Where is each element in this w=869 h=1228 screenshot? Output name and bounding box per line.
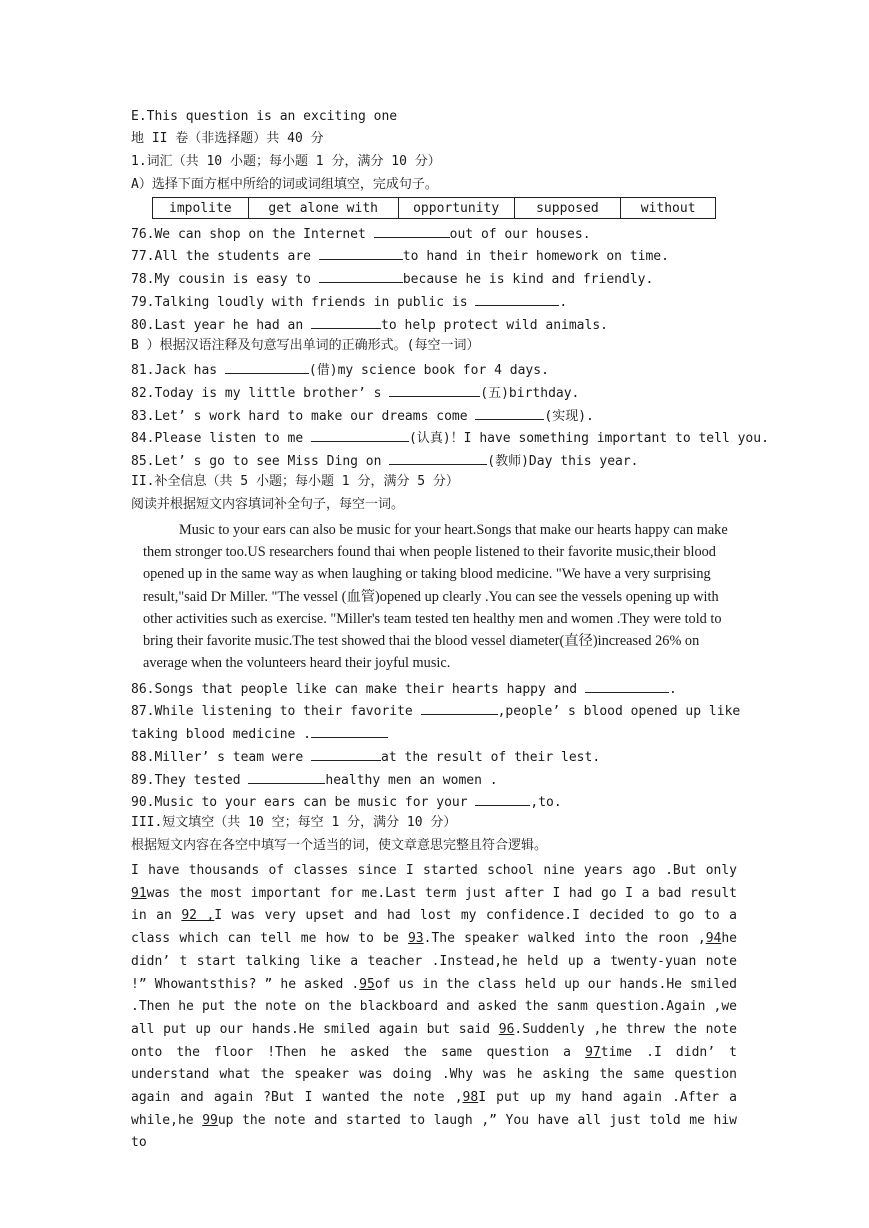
answer-blank-86[interactable] (585, 680, 669, 693)
question-87: 87.While listening to their favorite ,people’ s blood opened up like (131, 704, 741, 719)
answer-blank-89[interactable] (248, 771, 325, 784)
option-e: E.This question is an exciting one (131, 109, 398, 124)
answer-blank-90[interactable] (475, 793, 530, 806)
answer-blank-76[interactable] (374, 225, 450, 238)
question-86: 86.Songs that people like can make their hearts happy and . (131, 682, 677, 697)
reading-passage: Music to your ears can also be music for your heart.Songs that make our hearts happy can make them stronger too.US researchers found thai when people listened to their favorite music,their blood opened up in the same way as when laughing or taking blood medicine. "We have a very surprising result,"said Dr Miller. "The vessel (血管)opened up clearly .You can see the vessels opening up with other activities such as exercise. "Miller's team tested ten healthy men and women .They were told to bring their favorite music.The test showed thai the blood vessel diameter(直径)increased 26% on average when the volunteers heard their joyful music. (143, 522, 728, 672)
section1-title: 1.词汇（共 10 小题；每小题 1 分，满分 10 分） (131, 154, 441, 169)
sectionA-instruction: A）选择下面方框中所给的词或词组填空，完成句子。 (131, 177, 438, 192)
section2-instruction: 阅读并根据短文内容填词补全句子，每空一词。 (131, 497, 405, 512)
answer-blank-77[interactable] (319, 247, 403, 260)
answer-blank-84[interactable] (311, 429, 409, 442)
word-box-item: get alone with (248, 198, 398, 219)
question-79: 79.Talking loudly with friends in public is . (131, 295, 568, 310)
question-88: 88.Miller’ s team were at the result of their lest. (131, 750, 601, 765)
question-85: 85.Let’ s go to see Miss Ding on (教师)Day this year. (131, 454, 639, 469)
cloze-passage: I have thousands of classes since I started school nine years ago .But only 91was the most important for me.Last term just after I had go I a bad result in an 92 ,I was very upset and had lost my confidence.I decided to go to a class which can tell me how to be 93.The speaker walked into the roon ,94he didn’ t start talking like a teacher .Instead,he held up a twenty-yuan note !” Whowantsthis? ” he asked .95of us in the class held up our hands.He smiled .Then he put the note on the blackboard and asked the sanm question.Again ,we all put up our hands.He smiled again but said 96.Suddenly ,he threw the note onto the floor !Then he asked the same question a 97time .I didn’ t understand what the speaker was doing .Why was he asking the same question again and again ?But I wanted the note ,98I put up my hand again .After a while,he 99up the note and started to laugh ,” You have all just told me hiw to (131, 863, 738, 1151)
blank-91[interactable]: 91 (131, 885, 147, 901)
answer-blank-82[interactable] (389, 384, 480, 397)
question-81: 81.Jack has (借)my science book for 4 days. (131, 363, 549, 378)
section2-title: II.补全信息（共 5 小题；每小题 1 分，满分 5 分） (131, 474, 459, 489)
answer-blank-81[interactable] (225, 361, 309, 374)
section3-instruction: 根据短文内容在各空中填写一个适当的词，使文章意思完整且符合逻辑。 (131, 838, 548, 853)
blank-93[interactable]: 93 (407, 931, 424, 947)
blank-95[interactable]: 95 (359, 976, 375, 992)
answer-blank-78[interactable] (319, 270, 403, 283)
question-83: 83.Let’ s work hard to make our dreams come (实现). (131, 409, 594, 424)
question-76: 76.We can shop on the Internet out of our houses. (131, 227, 591, 242)
word-box-item: impolite (153, 198, 249, 219)
question-78: 78.My cousin is easy to because he is kind and friendly. (131, 272, 654, 287)
answer-blank-88[interactable] (311, 748, 381, 761)
word-box-item: supposed (514, 198, 621, 219)
blank-98[interactable]: 98 (462, 1090, 479, 1106)
section3-title: III.短文填空（共 10 空；每空 1 分，满分 10 分） (131, 815, 457, 830)
part2-title: 地 II 卷（非选择题）共 40 分 (131, 131, 324, 146)
blank-97[interactable]: 97 (585, 1044, 601, 1060)
word-box-item: without (621, 198, 716, 219)
answer-blank-83[interactable] (475, 407, 544, 420)
word-box-item: opportunity (398, 198, 514, 219)
sectionB-instruction: B ）根据汉语注释及句意写出单词的正确形式。(每空一词） (131, 338, 480, 353)
answer-blank-87b[interactable] (311, 725, 388, 738)
answer-blank-85[interactable] (389, 452, 487, 465)
question-82: 82.Today is my little brother’ s (五)birthday. (131, 386, 580, 401)
blank-92[interactable]: 92 , (181, 908, 215, 924)
question-90: 90.Music to your ears can be music for your ,to. (131, 795, 562, 810)
word-box (152, 197, 716, 219)
question-87-line2: taking blood medicine . (131, 725, 388, 743)
question-89: 89.They tested healthy men an women . (131, 773, 498, 788)
answer-blank-80[interactable] (311, 316, 381, 329)
question-80: 80.Last year he had an to help protect wild animals. (131, 318, 608, 333)
answer-blank-87[interactable] (421, 702, 498, 715)
question-77: 77.All the students are to hand in their homework on time. (131, 249, 669, 264)
answer-blank-79[interactable] (475, 293, 559, 306)
question-84: 84.Please listen to me (认真)！I have something important to tell you. (131, 431, 769, 446)
blank-96[interactable]: 96 (498, 1021, 515, 1037)
blank-94[interactable]: 94 (705, 931, 722, 947)
blank-99[interactable]: 99 (202, 1112, 218, 1128)
